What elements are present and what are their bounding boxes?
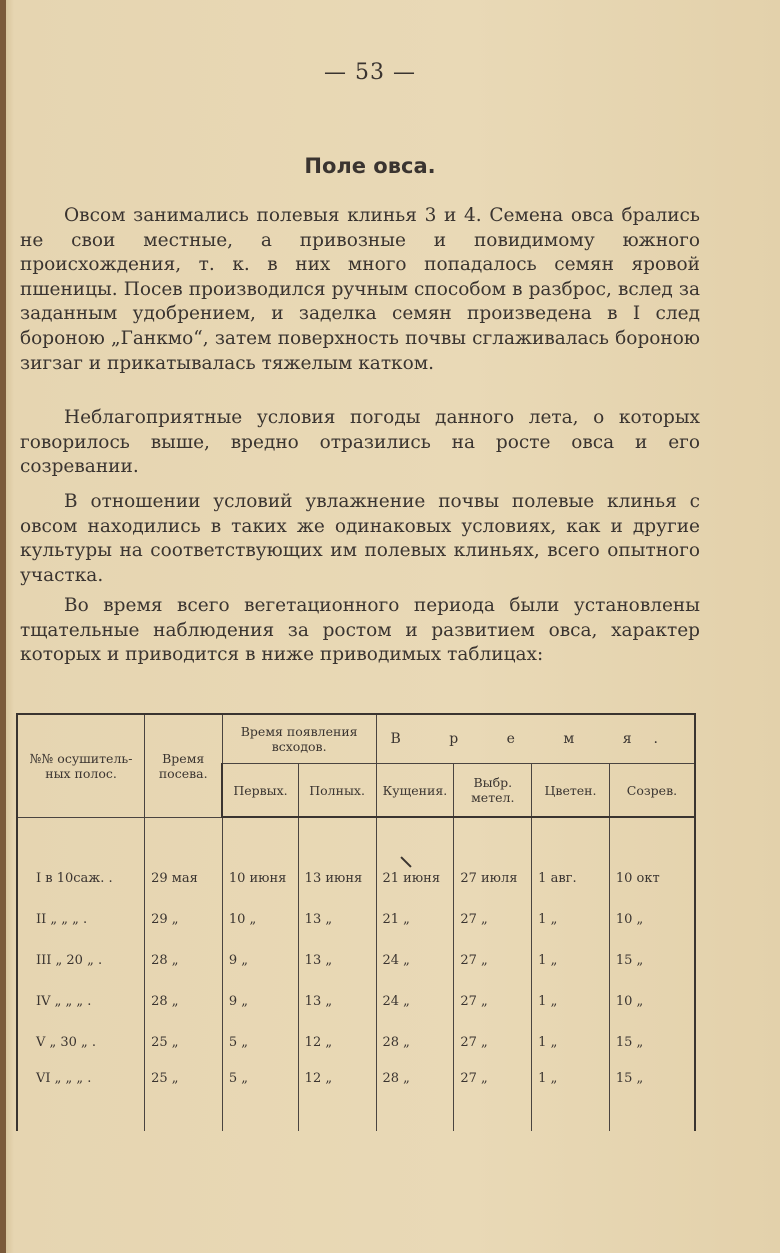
table-cell: 28 „ bbox=[376, 1063, 454, 1131]
table-cell: III „ 20 „ . bbox=[17, 940, 145, 981]
table-cell: 28 „ bbox=[145, 981, 223, 1022]
header-heading: Выбр. метел. bbox=[454, 764, 532, 818]
table-row bbox=[17, 940, 695, 981]
table-cell: 5 „ bbox=[222, 1022, 298, 1063]
table-cell: 24 „ bbox=[376, 981, 454, 1022]
table-cell: 27 „ bbox=[454, 1022, 532, 1063]
header-first-shoots: Первых. bbox=[222, 764, 298, 818]
header-ripening: Созрев. bbox=[609, 764, 695, 818]
table-cell: 15 „ bbox=[609, 940, 695, 981]
paragraph-3: В отношении условий увлажнение почвы полевые клинья с овсом находились в таких же одинаковых условиях, как и другие культуры на соответствующих им полевых клиньях, всего опытного участка. bbox=[20, 491, 700, 586]
table-cell: I в 10саж. . bbox=[17, 858, 145, 899]
paragraph-4: Во время всего вегетационного периода были установлены тщательные наблюдения за ростом и развитием овса, характер которых и приводится в ниже приводимых таблицах: bbox=[20, 595, 700, 666]
section-title: Поле овса. bbox=[304, 154, 436, 178]
table-cell: 28 „ bbox=[376, 1022, 454, 1063]
table-row bbox=[17, 858, 695, 899]
table-cell: 21 июня bbox=[376, 858, 454, 899]
table-cell: 1 „ bbox=[532, 940, 610, 981]
table-cell: 27 „ bbox=[454, 899, 532, 940]
paragraph-2: Неблагоприятные условия погоды данного лета, о которых говорилось выше, вредно отразились на росте овса и его созревании. bbox=[20, 407, 700, 478]
table-cell: 10 июня bbox=[222, 858, 298, 899]
table-cell: 29 „ bbox=[145, 899, 223, 940]
table-cell: II „ „ „ . bbox=[17, 899, 145, 940]
table-cell: 5 „ bbox=[222, 1063, 298, 1131]
table-cell: VI „ „ „ . bbox=[17, 1063, 145, 1131]
table-cell: 1 „ bbox=[532, 981, 610, 1022]
table-cell: 1 „ bbox=[532, 1063, 610, 1131]
table-cell: 24 „ bbox=[376, 940, 454, 981]
table-cell: 1 авг. bbox=[532, 858, 610, 899]
table-cell: 10 окт bbox=[609, 858, 695, 899]
table-cell: 15 „ bbox=[609, 1022, 695, 1063]
table-cell: 27 „ bbox=[454, 940, 532, 981]
table-cell: 12 „ bbox=[298, 1022, 376, 1063]
table-row bbox=[17, 981, 695, 1022]
header-emergence-group: Время появления всходов. bbox=[222, 714, 376, 764]
header-sowing-time: Время посева. bbox=[145, 714, 223, 817]
table-cell: 10 „ bbox=[609, 899, 695, 940]
table-cell: 27 „ bbox=[454, 1063, 532, 1131]
table-cell: 27 „ bbox=[454, 981, 532, 1022]
book-spine bbox=[0, 0, 6, 1253]
table-cell: 10 „ bbox=[609, 981, 695, 1022]
table-cell: 21 „ bbox=[376, 899, 454, 940]
table-cell: 1 „ bbox=[532, 1022, 610, 1063]
oat-observations-table bbox=[16, 713, 696, 1125]
header-flowering: Цветен. bbox=[532, 764, 610, 818]
table-row bbox=[17, 899, 695, 940]
table-cell: 9 „ bbox=[222, 981, 298, 1022]
page-number: — 53 — bbox=[324, 60, 416, 85]
table-cell: 13 июня bbox=[298, 858, 376, 899]
table-cell: 13 „ bbox=[298, 899, 376, 940]
header-full-shoots: Полных. bbox=[298, 764, 376, 818]
table-row bbox=[17, 1022, 695, 1063]
table-cell: 15 „ bbox=[609, 1063, 695, 1131]
paragraph-1: Овсом занимались полевыя клинья 3 и 4. Семена овса брались не свои местные, а привозные и повидимому южного происхождения, т. к. в них много попадалось семян яровой пшеницы. Посев производился ручным способом в разброс, вслед за заданным удобрением, и заделка семян произведена в I след бороною „Ганкмо“, затем поверхность почвы сглаживалась бороною зигзаг и прикатывалась тяжелым катком. bbox=[20, 205, 700, 374]
table-cell: 25 „ bbox=[145, 1063, 223, 1131]
header-tillering: Кущения. bbox=[376, 764, 454, 818]
table-cell: 9 „ bbox=[222, 940, 298, 981]
table-cell: V „ 30 „ . bbox=[17, 1022, 145, 1063]
table-cell: 12 „ bbox=[298, 1063, 376, 1131]
header-time-group: В р е м я. bbox=[376, 714, 695, 764]
table-cell: 29 мая bbox=[145, 858, 223, 899]
header-strip-number: №№ осушитель-ных полос. bbox=[17, 714, 145, 817]
table-cell: IV „ „ „ . bbox=[17, 981, 145, 1022]
table-cell: 13 „ bbox=[298, 940, 376, 981]
table-cell: 25 „ bbox=[145, 1022, 223, 1063]
table-cell: 13 „ bbox=[298, 981, 376, 1022]
table-row bbox=[17, 1063, 695, 1131]
table-cell: 10 „ bbox=[222, 899, 298, 940]
table-cell: 28 „ bbox=[145, 940, 223, 981]
table-cell: 27 июля bbox=[454, 858, 532, 899]
table-cell: 1 „ bbox=[532, 899, 610, 940]
